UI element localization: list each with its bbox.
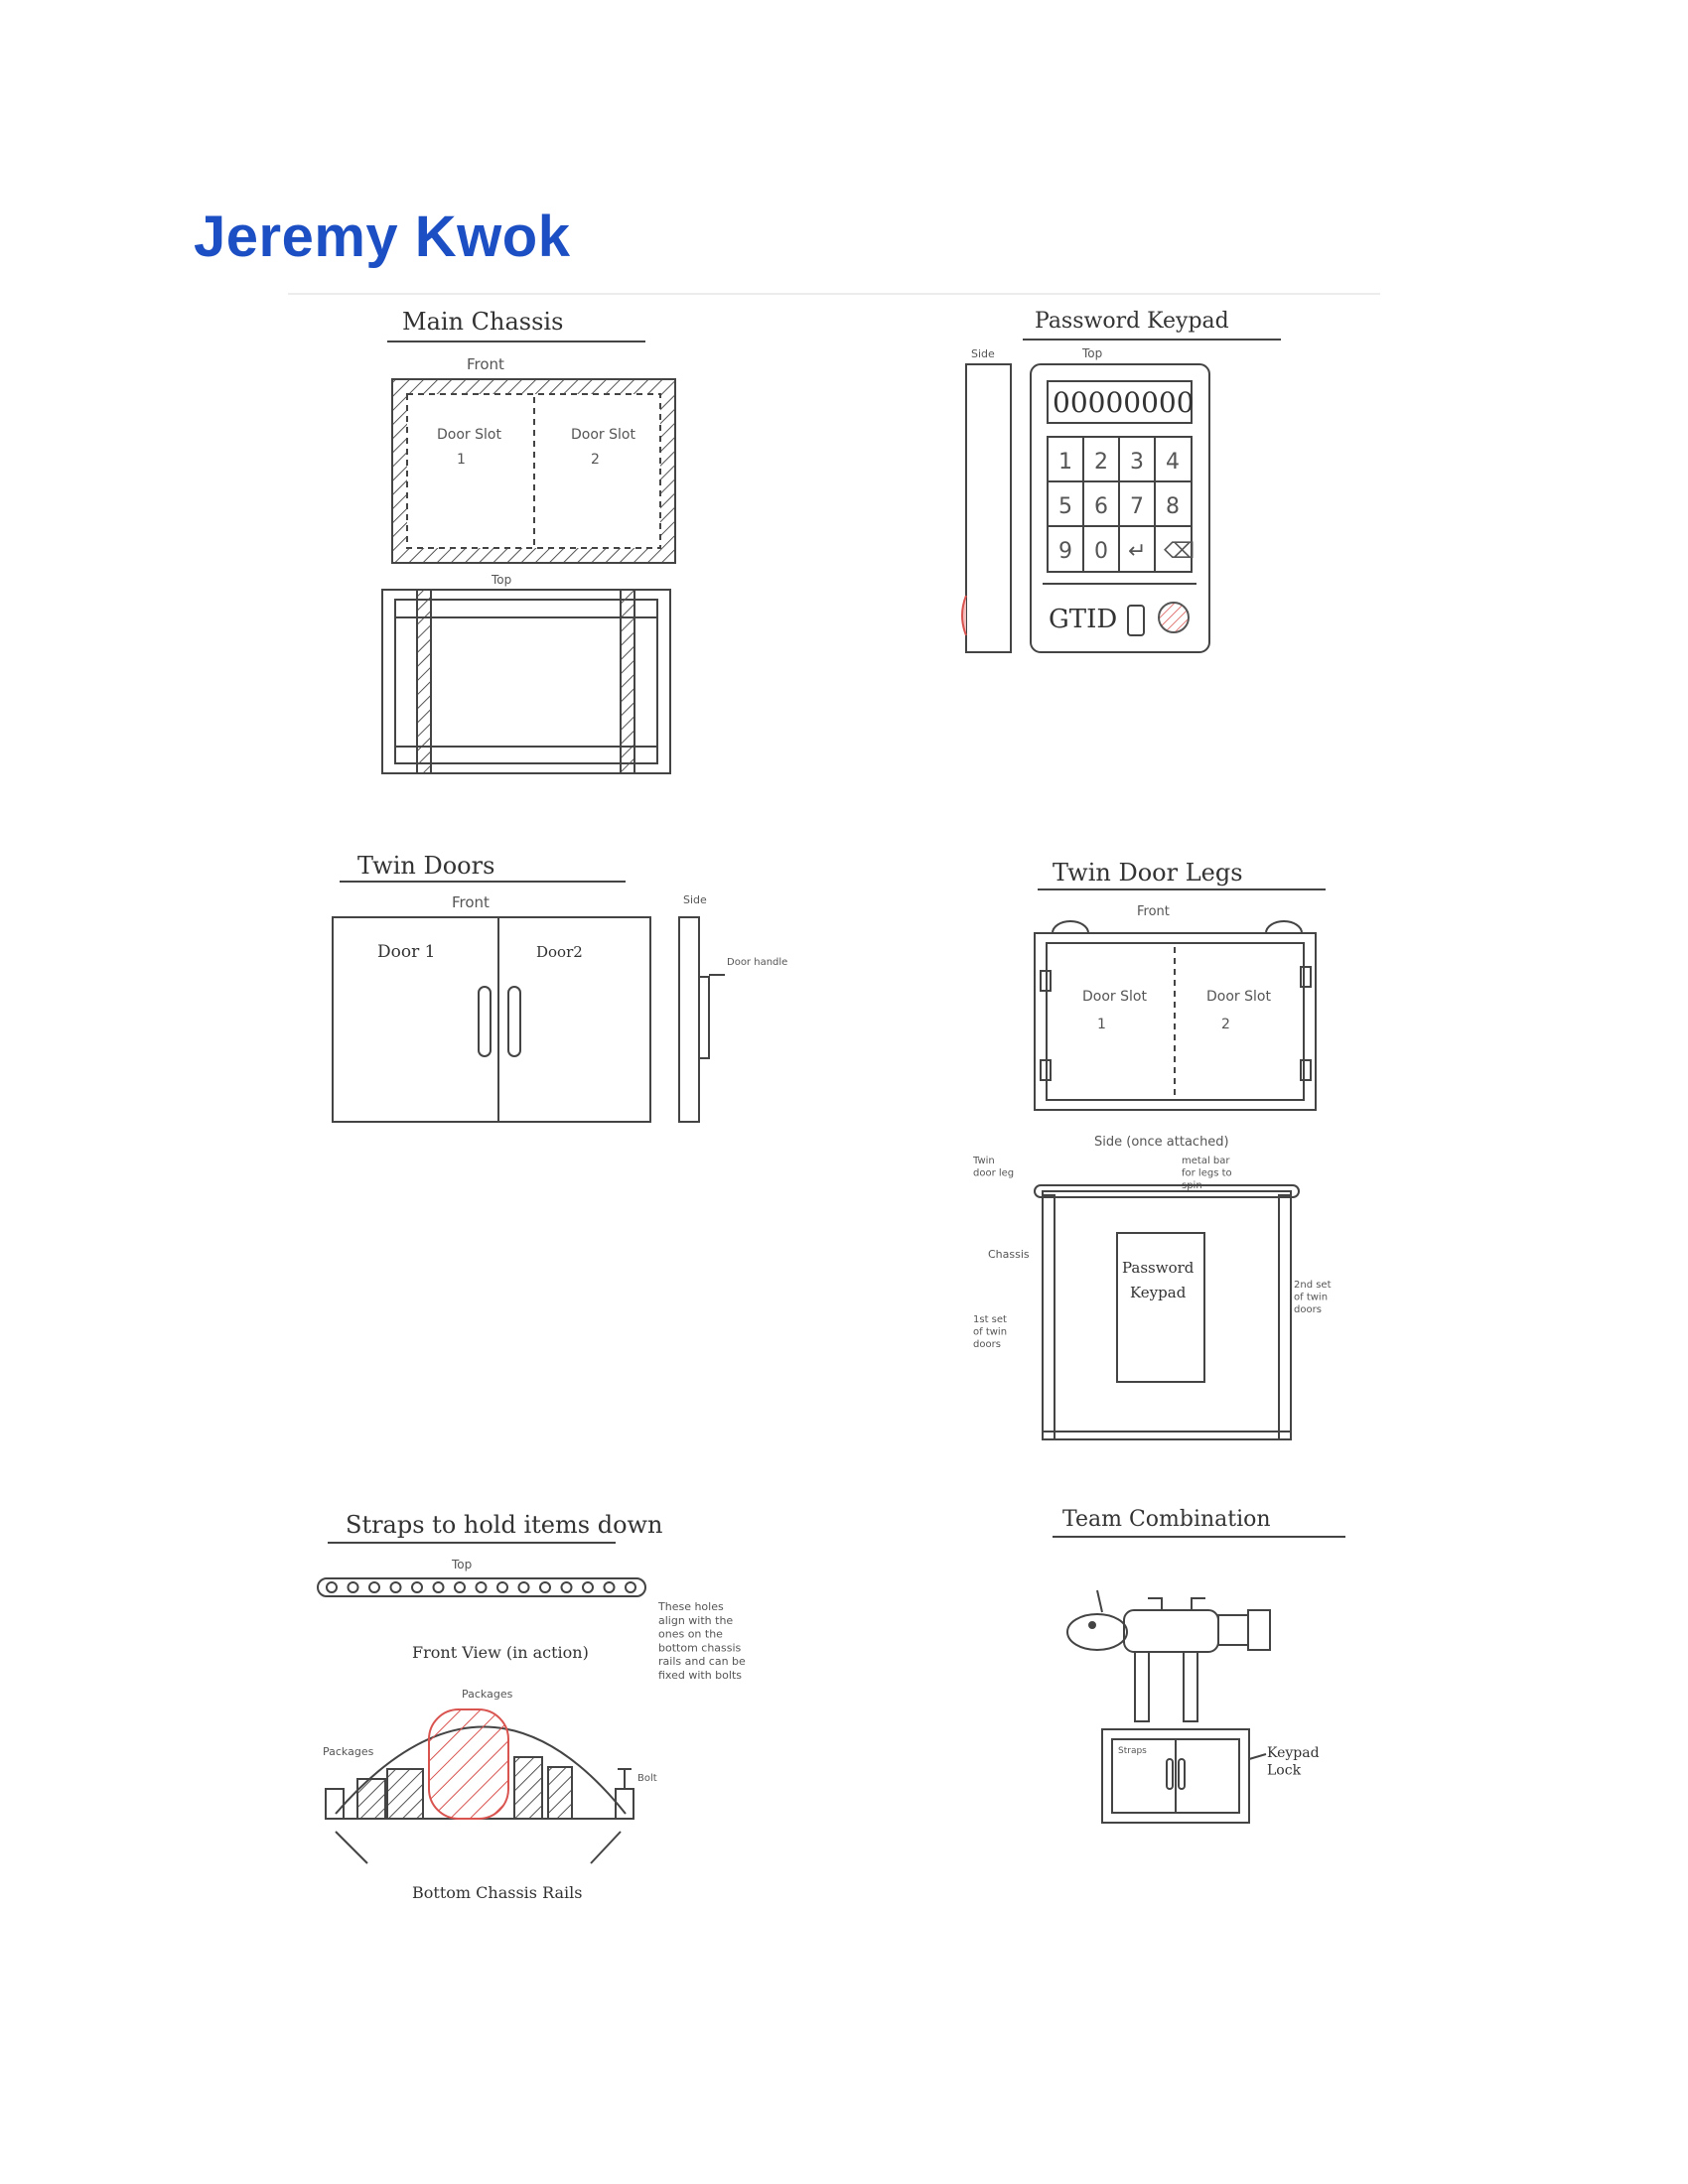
door-legs-front-label: Front — [1137, 904, 1170, 919]
chassis-slot-1-label: Door Slot — [437, 427, 501, 443]
bolt-label: Bolt — [637, 1773, 657, 1784]
keypad-side-label: Side — [971, 347, 995, 360]
twin-doors-heading: Twin Doors — [357, 852, 495, 880]
legs-slot-2-number: 2 — [1221, 1017, 1230, 1032]
straps-small-label: Straps — [1118, 1746, 1147, 1756]
strap-hole — [519, 1582, 529, 1592]
main-chassis-heading: Main Chassis — [402, 308, 564, 336]
key-7: 7 — [1130, 494, 1144, 519]
password-keypad-sketch — [962, 309, 1281, 652]
key-1: 1 — [1058, 450, 1072, 475]
strap-hole — [583, 1582, 593, 1592]
front-view-label: Front View (in action) — [412, 1643, 589, 1662]
holes-note: These holes align with the ones on the bottom chassis rails and can be fixed with bolts — [658, 1600, 746, 1682]
straps-sketch — [318, 1511, 746, 1902]
strap-holes — [327, 1582, 635, 1592]
keypad-lock-label: Keypad Lock — [1267, 1745, 1320, 1779]
key-backspace: ⌫ — [1164, 539, 1196, 564]
key-9: 9 — [1058, 539, 1072, 564]
strap-hole — [434, 1582, 444, 1592]
packages-left-label: Packages — [323, 1745, 374, 1758]
key-8: 8 — [1166, 494, 1180, 519]
main-chassis-front-label: Front — [467, 355, 504, 373]
key-3: 3 — [1130, 450, 1144, 475]
twin-door-legs-sketch — [972, 859, 1332, 1439]
straps-heading: Straps to hold items down — [346, 1511, 663, 1539]
legs-slot-2-label: Door Slot — [1206, 989, 1271, 1005]
twin-door-leg-label: Twin door leg — [973, 1156, 1015, 1179]
twin-doors-side-label: Side — [683, 893, 707, 906]
door-1-label: Door 1 — [377, 942, 436, 962]
side-once-attached-label: Side (once attached) — [1094, 1135, 1229, 1150]
main-chassis-top-label: Top — [492, 573, 512, 587]
strap-hole — [540, 1582, 550, 1592]
main-chassis-sketch — [382, 308, 675, 773]
chassis-slot-2-label: Door Slot — [571, 427, 635, 443]
chassis-label: Chassis — [988, 1248, 1030, 1261]
page-title: Jeremy Kwok — [194, 205, 571, 269]
second-set-label: 2nd set of twin doors — [1294, 1280, 1332, 1315]
key-6: 6 — [1094, 494, 1108, 519]
strap-hole — [477, 1582, 487, 1592]
chassis-slot-1-number: 1 — [457, 452, 466, 468]
packages-middle-label: Packages — [462, 1688, 513, 1701]
team-combination-sketch — [1053, 1507, 1345, 1823]
metal-bar-label: metal bar for legs to spin — [1182, 1156, 1232, 1191]
door-handle-label: Door handle — [727, 957, 788, 968]
door-2-label: Door2 — [536, 943, 583, 961]
key-5: 5 — [1058, 494, 1072, 519]
keypad-gtid-label: GTID — [1049, 605, 1118, 634]
key-enter: ↵ — [1128, 539, 1147, 564]
strap-hole — [349, 1582, 358, 1592]
chassis-slot-2-number: 2 — [591, 452, 600, 468]
keypad-heading: Password Keypad — [1035, 309, 1229, 334]
strap-hole — [455, 1582, 465, 1592]
door-legs-heading: Twin Door Legs — [1053, 859, 1243, 887]
keypad-display: 00000000 — [1053, 386, 1195, 419]
strap-hole — [369, 1582, 379, 1592]
strap-hole — [391, 1582, 401, 1592]
team-combination-heading: Team Combination — [1062, 1507, 1271, 1532]
twin-doors-front-label: Front — [452, 893, 490, 911]
strap-hole — [562, 1582, 572, 1592]
first-set-label: 1st set of twin doors — [973, 1314, 1008, 1350]
bottom-rails-label: Bottom Chassis Rails — [412, 1883, 583, 1902]
key-4: 4 — [1166, 450, 1180, 475]
keypad-label-line1: Password — [1122, 1259, 1195, 1277]
key-2: 2 — [1094, 450, 1108, 475]
legs-slot-1-label: Door Slot — [1082, 989, 1147, 1005]
strap-hole — [412, 1582, 422, 1592]
keypad-top-label: Top — [1082, 346, 1103, 360]
legs-slot-1-number: 1 — [1097, 1017, 1106, 1032]
twin-doors-sketch — [333, 852, 787, 1122]
keypad-label-line2: Keypad — [1130, 1284, 1187, 1301]
strap-hole — [626, 1582, 635, 1592]
sketch-sheet — [288, 290, 1380, 1938]
key-0: 0 — [1094, 539, 1108, 564]
strap-hole — [497, 1582, 507, 1592]
strap-hole — [605, 1582, 615, 1592]
strap-hole — [327, 1582, 337, 1592]
straps-top-label: Top — [452, 1558, 473, 1571]
